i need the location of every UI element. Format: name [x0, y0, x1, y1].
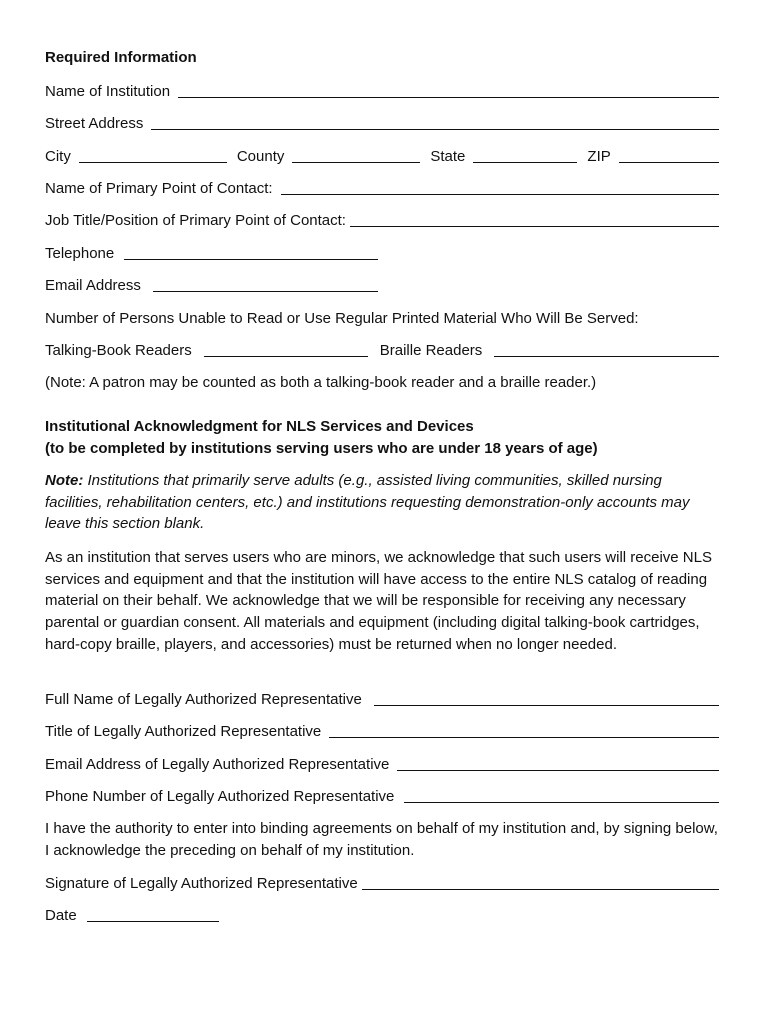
rep-phone-label: Phone Number of Legally Authorized Representative	[45, 788, 395, 805]
persons-served-row	[45, 307, 719, 329]
email-field[interactable]	[153, 291, 378, 292]
reader-counts-row	[45, 339, 719, 361]
ack-note	[45, 470, 719, 535]
date-field[interactable]	[87, 921, 219, 922]
authority-statement: I have the authority to enter into binding agreements on behalf of my institution and, by signing below, I acknowledge the preceding on behalf of my institution.	[45, 820, 718, 859]
required-info-heading: Required Information	[45, 49, 197, 66]
ack-body: As an institution that serves users who are minors, we acknowledge that such users will receive NLS services and equipment and that the institution will have access to the entire NLS catalog of reading material on their behalf. We acknowledge that we will be responsible for receiving any necessary parental or guardian consent. All materials and equipment (including digital talking-book cartridges, hard-copy braille, players, and accessories) must be returned when no longer needed.	[45, 549, 712, 653]
talking-book-label: Talking-Book Readers	[45, 342, 192, 359]
zip-label: ZIP	[587, 148, 611, 165]
job-title-field[interactable]	[350, 226, 719, 227]
braille-label: Braille Readers	[379, 342, 483, 359]
street-address-label: Street Address	[45, 115, 144, 132]
patron-note: (Note: A patron may be counted as both a talking-book reader and a braille reader.)	[45, 374, 597, 391]
job-title-label: Job Title/Position of Primary Point of Contact:	[45, 212, 346, 229]
date-row	[45, 904, 219, 926]
signature-row	[45, 872, 719, 894]
signature-label: Signature of Legally Authorized Representative	[45, 875, 358, 892]
job-title-row	[45, 209, 719, 231]
ack-heading-line1: Institutional Acknowledgment for NLS Services and Devices	[45, 418, 474, 435]
street-address-field[interactable]	[151, 129, 719, 130]
institution-name-label: Name of Institution	[45, 83, 171, 100]
ack-note-text: Institutions that primarily serve adults (e.g., assisted living communities, skilled nursing facilities, rehabilitation centers, etc.) and institutions requesting demonstration-only accounts may leave this section blank.	[45, 472, 690, 533]
rep-title-label: Title of Legally Authorized Representative	[45, 723, 322, 740]
rep-full-name-field[interactable]	[374, 705, 719, 706]
ack-note-label: Note:	[45, 472, 84, 489]
city-label: City	[45, 148, 71, 165]
rep-full-name-label: Full Name of Legally Authorized Representative	[45, 691, 362, 708]
rep-title-row	[45, 720, 719, 742]
state-field[interactable]	[473, 162, 577, 163]
primary-contact-field[interactable]	[281, 194, 719, 195]
rep-full-name-row	[45, 688, 719, 710]
street-address-row	[45, 112, 719, 134]
telephone-label: Telephone	[45, 245, 115, 262]
county-label: County	[236, 148, 285, 165]
talking-book-field[interactable]	[204, 356, 368, 357]
rep-phone-field[interactable]	[404, 802, 719, 803]
rep-title-field[interactable]	[329, 737, 719, 738]
email-row	[45, 274, 378, 296]
signature-field[interactable]	[362, 889, 719, 890]
rep-phone-row	[45, 785, 719, 807]
ack-heading-line2: (to be completed by institutions serving users who are under 18 years of age)	[45, 440, 598, 457]
institution-name-field[interactable]	[178, 97, 719, 98]
telephone-field[interactable]	[124, 259, 378, 260]
zip-field[interactable]	[619, 162, 719, 163]
rep-email-row	[45, 753, 719, 775]
telephone-row	[45, 242, 378, 264]
primary-contact-label: Name of Primary Point of Contact:	[45, 180, 273, 197]
date-label: Date	[45, 907, 77, 924]
institution-name-row	[45, 80, 719, 102]
rep-email-label: Email Address of Legally Authorized Representative	[45, 756, 390, 773]
state-label: State	[430, 148, 466, 165]
primary-contact-row	[45, 177, 719, 199]
city-county-state-zip-row	[45, 145, 719, 167]
patron-note-row	[45, 371, 719, 393]
braille-field[interactable]	[494, 356, 719, 357]
rep-email-field[interactable]	[397, 770, 719, 771]
persons-served-label: Number of Persons Unable to Read or Use Regular Printed Material Who Will Be Served:	[45, 310, 639, 327]
email-label: Email Address	[45, 277, 141, 294]
county-field[interactable]	[292, 162, 420, 163]
city-field[interactable]	[79, 162, 227, 163]
